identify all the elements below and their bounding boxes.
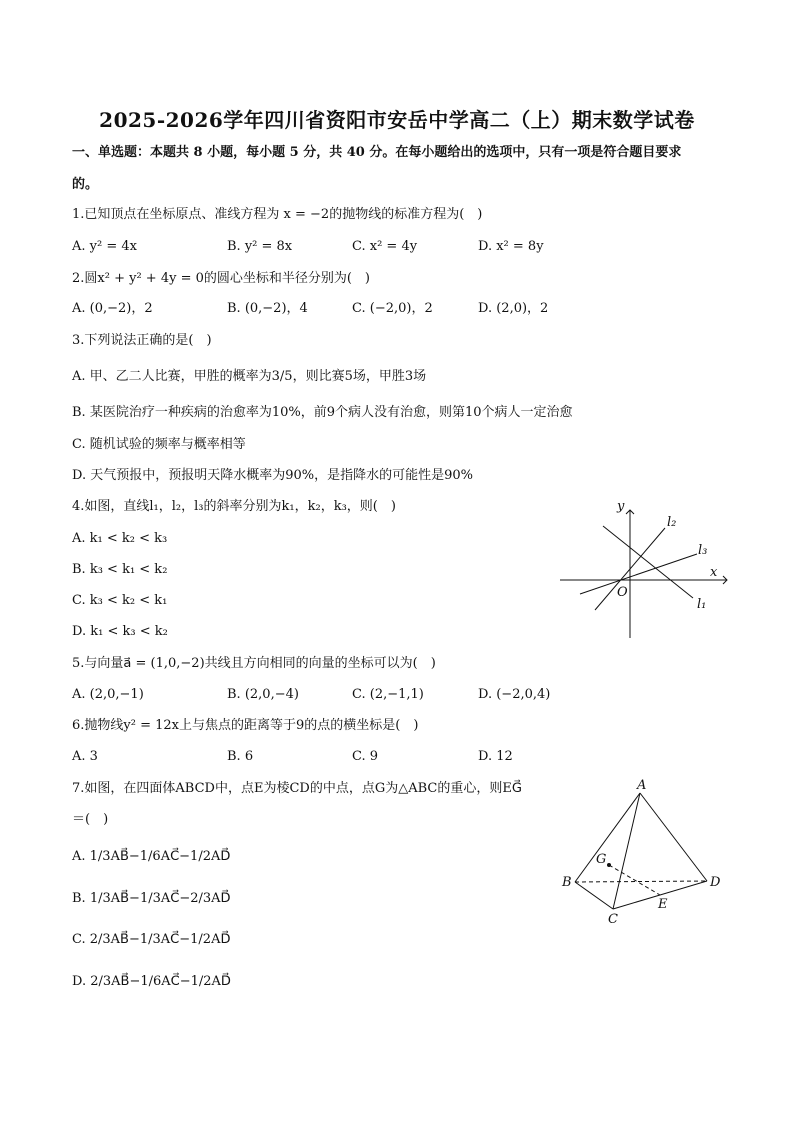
question-2-stem: 2.圆x² + y² + 4y = 0的圆心坐标和半径分别为( )	[72, 271, 371, 286]
option-d: D. x² = 8y	[478, 239, 544, 254]
l3-label: l₃	[698, 543, 708, 558]
question-1-stem: 1.已知顶点在坐标原点、准线方程为 x = −2的抛物线的标准方程为( )	[72, 207, 483, 222]
option-a: A. 3	[72, 749, 98, 764]
l2-label: l₂	[667, 515, 677, 530]
vertex-c-label: C	[608, 912, 618, 926]
slope-lines-figure	[555, 496, 730, 644]
question-4-option-b: B. k₃ < k₁ < k₂	[72, 562, 168, 577]
option-d: D. 12	[478, 749, 513, 764]
page-title: 2025-2026学年四川省资阳市安岳中学高二（上）期末数学试卷	[99, 108, 695, 132]
option-c: C. 9	[352, 749, 379, 764]
question-4-stem: 4.如图，直线l₁，l₂，l₃的斜率分别为k₁，k₂，k₃，则( )	[72, 499, 396, 514]
point-g-label: G	[596, 852, 607, 867]
option-a: A. (2,0,−1)	[72, 687, 144, 702]
vertex-a-label: A	[637, 778, 647, 793]
segment-eg	[609, 865, 660, 895]
question-3-option-c: C. 随机试验的频率与概率相等	[72, 437, 246, 452]
option-a: A. y² = 4x	[72, 239, 137, 254]
question-7-option-d: D. 2/3AB⃗−1/6AC⃗−1/2AD⃗	[72, 974, 231, 989]
question-4-option-d: D. k₁ < k₃ < k₂	[72, 624, 168, 639]
option-d: D. (2,0)，2	[478, 301, 549, 316]
option-b: B. 6	[227, 749, 254, 764]
option-c: C. (−2,0)，2	[352, 301, 433, 316]
edge-ad	[640, 793, 707, 881]
question-4-option-c: C. k₃ < k₂ < k₁	[72, 593, 168, 608]
option-b: B. (2,0,−4)	[227, 687, 299, 702]
question-5-stem: 5.与向量a⃗ = (1,0,−2)共线且方向相同的向量的坐标可以为( )	[72, 656, 436, 671]
question-7-stem-continued: ＝( )	[72, 812, 109, 827]
option-c: C. (2,−1,1)	[352, 687, 424, 702]
section-heading-line2: 的。	[72, 177, 99, 192]
question-2-options	[72, 300, 712, 318]
question-5-options	[72, 686, 712, 704]
option-c: C. x² = 4y	[352, 239, 418, 254]
vertex-d-label: D	[710, 875, 721, 890]
question-3-option-d: D. 天气预报中，预报明天降水概率为90%，是指降水的可能性是90%	[72, 468, 474, 483]
x-axis-label: x	[710, 565, 718, 580]
vertex-b-label: B	[562, 875, 572, 890]
section-heading-line1: 一、单选题：本题共 8 小题，每小题 5 分，共 40 分。在每小题给出的选项中，只有一项是符合题目要求	[72, 145, 682, 160]
line-l3	[580, 554, 697, 594]
question-7-stem: 7.如图，在四面体ABCD中，点E为棱CD的中点，点G为△ABC的重心，则EG⃗	[72, 781, 522, 796]
point-g	[607, 863, 611, 867]
question-7-option-b: B. 1/3AB⃗−1/3AC⃗−2/3AD⃗	[72, 891, 231, 906]
question-7-option-a: A. 1/3AB⃗−1/6AC⃗−1/2AD⃗	[72, 849, 231, 864]
question-6-stem: 6.抛物线y² = 12x上与焦点的距离等于9的点的横坐标是( )	[72, 718, 419, 733]
edge-bd-hidden	[575, 881, 707, 882]
option-b: B. y² = 8x	[227, 239, 293, 254]
question-4-option-a: A. k₁ < k₂ < k₃	[72, 531, 168, 546]
question-3-option-a: A. 甲、乙二人比赛，甲胜的概率为3/5，则比赛5场，甲胜3场	[72, 369, 427, 384]
option-a: A. (0,−2)，2	[72, 301, 153, 316]
option-d: D. (−2,0,4)	[478, 687, 551, 702]
question-6-options	[72, 748, 712, 766]
tetrahedron-figure	[555, 776, 730, 926]
edge-ac	[613, 793, 640, 909]
question-1-options	[72, 238, 712, 256]
edge-bc	[575, 882, 613, 909]
question-7-option-c: C. 2/3AB⃗−1/3AC⃗−1/2AD⃗	[72, 932, 231, 947]
question-3-stem: 3.下列说法正确的是( )	[72, 333, 212, 348]
option-b: B. (0,−2)，4	[227, 301, 308, 316]
origin-label: O	[617, 585, 628, 600]
l1-label: l₁	[697, 597, 707, 612]
edge-ab	[575, 793, 640, 882]
point-e-label: E	[658, 897, 668, 912]
question-3-option-b: B. 某医院治疗一种疾病的治愈率为10%，前9个病人没有治愈，则第10个病人一定治愈	[72, 405, 573, 420]
y-axis-label: y	[617, 499, 625, 514]
